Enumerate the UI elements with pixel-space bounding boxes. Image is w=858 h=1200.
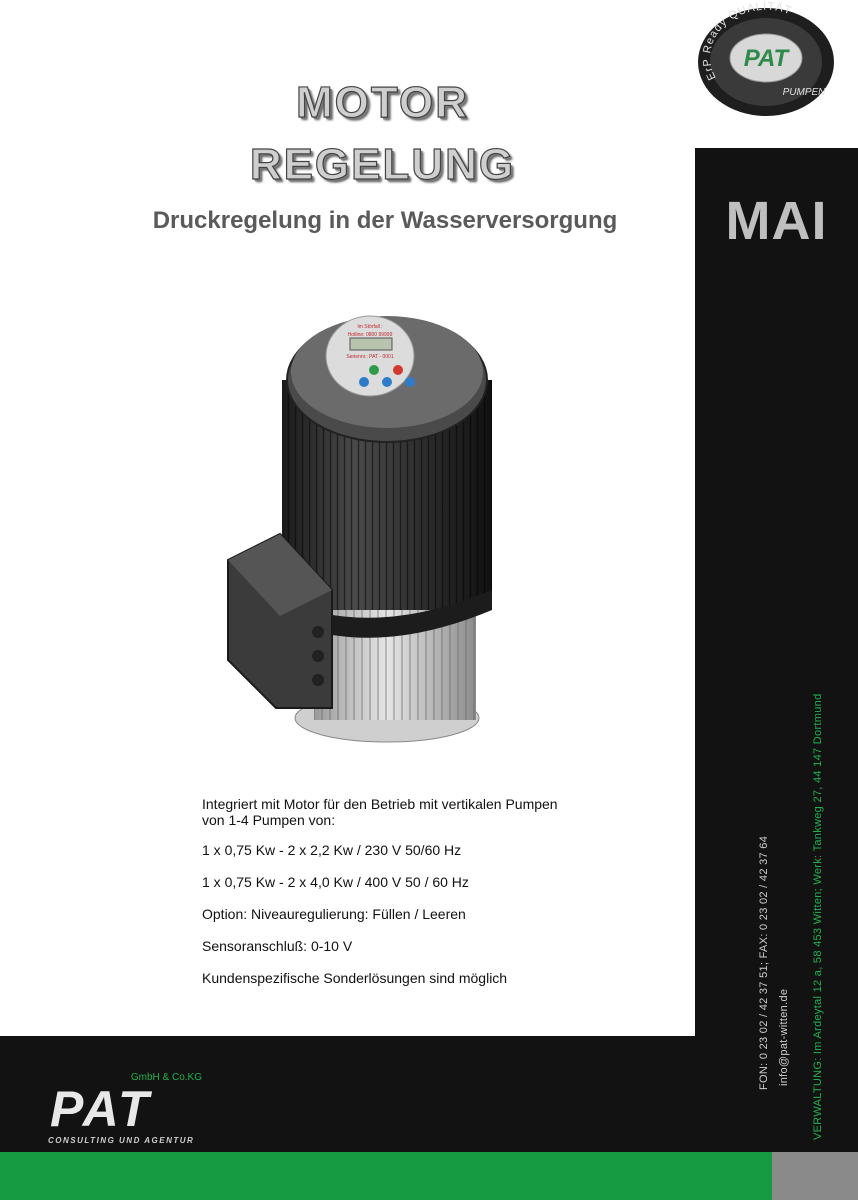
contact-email: info@pat-witten.de — [778, 988, 790, 1086]
top-logo-bottom-text: PUMPEN — [782, 87, 826, 98]
company-tagline: CONSULTING UND AGENTUR — [48, 1136, 195, 1145]
product-description — [202, 796, 622, 1002]
top-logo-brand: PAT — [743, 45, 789, 72]
top-logo-ring-text: ErP Ready QUALITÄT — [701, 0, 794, 82]
company-suffix: GmbH & Co.KG — [130, 1072, 202, 1083]
company-address: VERWALTUNG: Im Ardeytal 12 a, 58 453 Witten; Werk: Tankweg 27, 44 147 Dortmund — [812, 693, 824, 1140]
intro-line-1: Integriert mit Motor für den Betrieb mit vertikalen Pumpen — [202, 796, 558, 812]
contact-phone-fax: FON: 0 23 02 / 42 37 51; FAX: 0 23 02 / 42 37 64 — [758, 835, 770, 1090]
title-line-2: REGELUNG — [249, 140, 516, 189]
right-sidebar — [695, 148, 858, 1036]
panel-line-2: Hotline: 0800 99999 — [347, 332, 393, 338]
intro-line-2: von 1-4 Pumpen von: — [202, 812, 336, 828]
footer-grey-strip — [772, 1152, 858, 1200]
sidebar-title: MAI — [725, 191, 828, 251]
page-subtitle: Druckregelung in der Wasserversorgung — [152, 207, 618, 234]
footer-green-strip — [0, 1152, 772, 1200]
pat-quality-logo — [694, 0, 836, 120]
title-line-1: MOTOR — [296, 78, 469, 127]
spec-item: Kundenspezifische Sonderlösungen sind möglich — [202, 970, 508, 986]
panel-line-1: Im Störfall : — [357, 324, 383, 330]
spec-item: 1 x 0,75 Kw - 2 x 4,0 Kw / 400 V 50 / 60 Hz — [202, 874, 469, 890]
spec-item: 1 x 0,75 Kw - 2 x 2,2 Kw / 230 V 50/60 Hz — [202, 842, 462, 858]
spec-item: Option: Niveauregulierung: Füllen / Leeren — [202, 906, 466, 922]
panel-line-3: Seriennr.: PAT - 0001 — [346, 354, 394, 360]
spec-item: Sensoranschluß: 0-10 V — [202, 938, 353, 954]
company-brand: PAT — [50, 1081, 152, 1137]
pat-company-logo — [44, 1070, 204, 1150]
motor-controller-image — [222, 300, 512, 760]
